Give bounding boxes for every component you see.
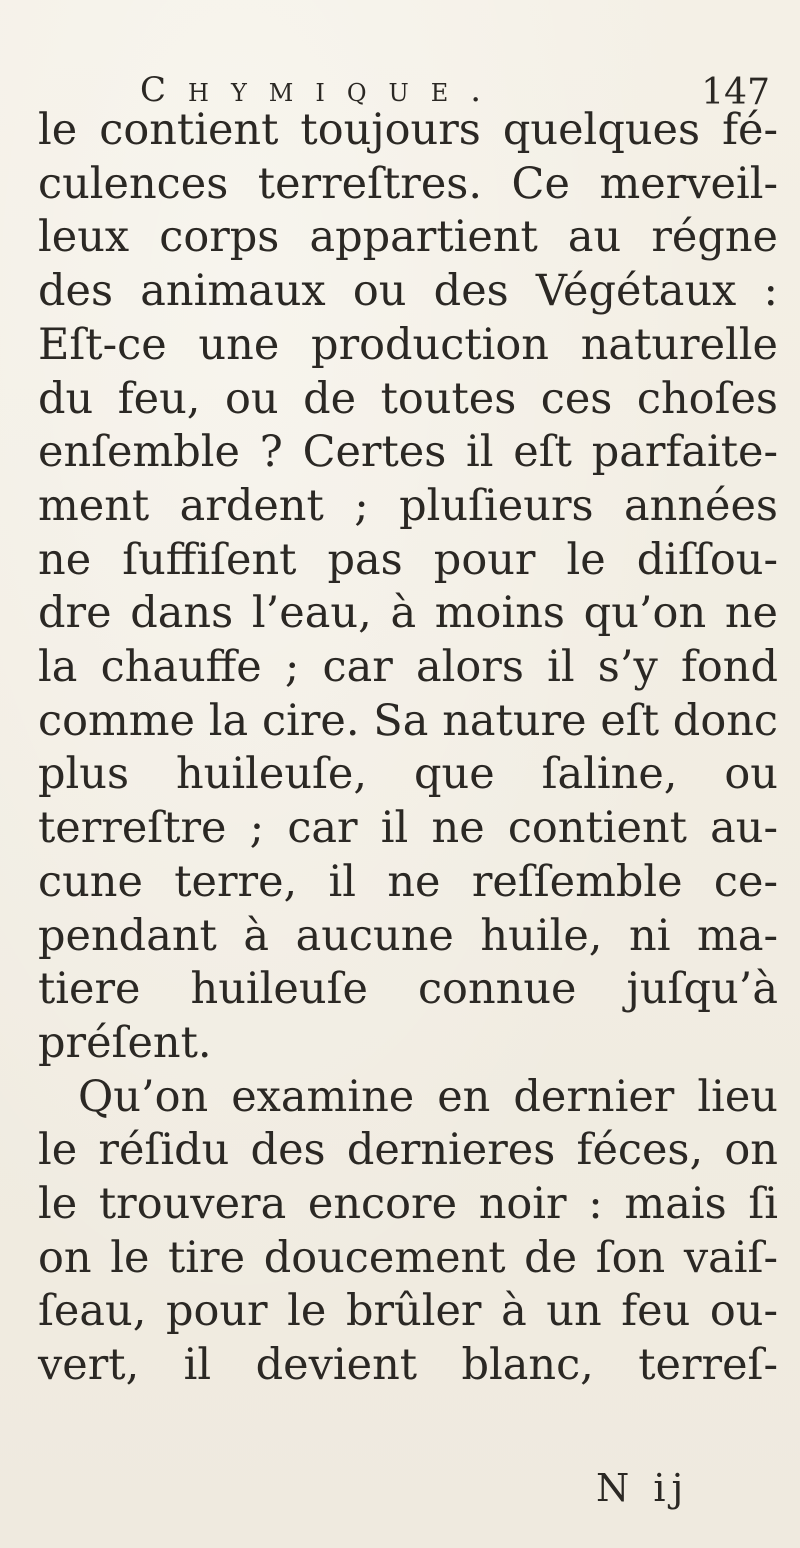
text-line: ment ardent ; pluſieurs années xyxy=(38,480,778,531)
text-line: enſemble ? Certes il eſt parfaite- xyxy=(38,427,778,478)
text-line: le trouvera encore noir : mais ſi xyxy=(38,1179,778,1230)
text-line: tiere huileuſe connue juſqu’à xyxy=(38,964,778,1015)
text-line: vert, il devient blanc, terreſ- xyxy=(38,1340,778,1391)
text-line: on le tire doucement de ſon vaiſ- xyxy=(38,1232,778,1283)
text-line: comme la cire. Sa nature eſt donc xyxy=(38,695,778,746)
text-line: le réſidu des dernieres féces, on xyxy=(38,1125,778,1176)
text-line: plus huileuſe, que ſaline, ou xyxy=(38,749,778,800)
text-line: du feu, ou de toutes ces choſes xyxy=(38,373,778,424)
text-line: pendant à aucune huile, ni ma- xyxy=(38,910,778,961)
paragraph-first-line: Qu’on examine en dernier lieu xyxy=(78,1071,778,1122)
text-line: leux corps appartient au régne xyxy=(38,212,778,263)
running-title: Chymique. xyxy=(140,70,504,110)
text-line: ſeau, pour le brûler à un feu ou- xyxy=(38,1286,778,1337)
text-line: culences terreſtres. Ce merveil- xyxy=(38,158,778,209)
text-line: la chauffe ; car alors il s’y fond xyxy=(38,642,778,693)
text-line: le contient toujours quelques fé- xyxy=(38,105,778,155)
text-line: cune terre, il ne reſſemble ce- xyxy=(38,856,778,907)
body-text xyxy=(38,104,778,1393)
text-line: Eſt-ce une production naturelle xyxy=(38,319,778,370)
text-line: préſent. xyxy=(38,1017,212,1068)
text-line: dre dans l’eau, à moins qu’on ne xyxy=(38,588,778,639)
signature-mark: N ij xyxy=(596,1466,690,1510)
text-line: terreſtre ; car il ne contient au- xyxy=(38,803,778,854)
text-line: ne ſuffiſent pas pour le diſſou- xyxy=(38,534,778,585)
text-line: des animaux ou des Végétaux : xyxy=(38,266,778,317)
page-number: 147 xyxy=(701,72,770,113)
